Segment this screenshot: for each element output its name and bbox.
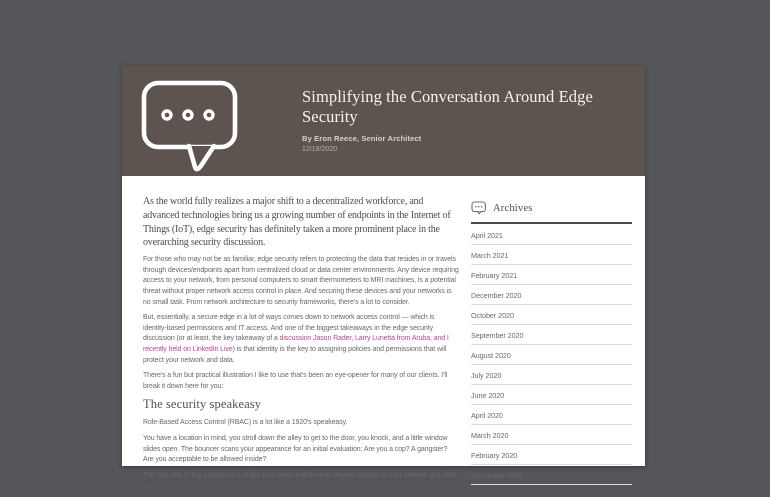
archives-heading: Archives bbox=[493, 202, 533, 214]
archive-link[interactable]: July 2020 bbox=[471, 365, 632, 385]
linkedin-live-discussion-link[interactable]: discussion Jason Rader, Larry Lunetta from Aruba, and I recently held on LinkedIn Live bbox=[143, 335, 449, 353]
article-column bbox=[143, 195, 459, 497]
archive-link[interactable]: April 2021 bbox=[471, 225, 632, 245]
archives-divider bbox=[471, 222, 632, 224]
article-paragraph bbox=[143, 313, 459, 366]
speech-bubble-icon bbox=[471, 201, 487, 215]
post-content bbox=[122, 176, 645, 497]
article-paragraph: You have a location in mind, you stroll down the alley to get to the door, you knock, and a little window slides open. The bouncer scans your appearance for an initial evaluation: Are you a cop? A gangster? Are you acceptable to be allowed inside? bbox=[143, 434, 448, 464]
post-byline: By Eron Reece, Senior Architect bbox=[302, 134, 422, 143]
post-header-banner bbox=[122, 66, 645, 176]
article-paragraph-cutoff: The first step of this process is a lot like how users and devices request access to your network and data ... bbox=[143, 471, 456, 490]
archive-link[interactable]: December 2019 bbox=[471, 465, 632, 485]
paragraph-text: But, essentially, a secure edge in a lot of ways comes down to network access control — which is identity-based permissions and IT access. And one of the biggest takeaways in the edge security discussion (or at least, the key takeaway of a bbox=[143, 314, 435, 343]
archives-sidebar bbox=[471, 201, 632, 497]
paragraph-text: ) is that identity is the key to assigning policies and permissions that will protect your network and data. bbox=[143, 345, 447, 364]
archive-link[interactable]: March 2021 bbox=[471, 245, 632, 265]
article-paragraph: For those who may not be as familiar, edge security refers to protecting the data that resides in or travels through devices/endpoints apart from centralized cloud or data center environments. Any device requiring access to your network, from personal computers to smart thermometers to MRI machines, is a potential threat without proper network access control in place. And securing these devices and your networks is no small task. From network architecture to security frameworks, there's a lot to consider. bbox=[143, 256, 459, 306]
section-heading: The security speakeasy bbox=[143, 397, 262, 412]
article-paragraph: Role-Based Access Control (RBAC) is a lot like a 1920's speakeasy. bbox=[143, 419, 348, 427]
archive-link[interactable]: April 2020 bbox=[471, 405, 632, 425]
archive-link[interactable]: August 2020 bbox=[471, 345, 632, 365]
archive-link[interactable]: October 2020 bbox=[471, 305, 632, 325]
article-paragraph: There's a fun but practical illustration I like to use that's been an eye-opener for many of our clients. I'll break it down here for you: bbox=[143, 372, 448, 390]
archive-link[interactable]: February 2021 bbox=[471, 265, 632, 285]
archives-list bbox=[471, 225, 632, 485]
article-lead-paragraph: As the world fully realizes a major shift to a decentralized workforce, and advanced technologies bring us a growing number of endpoints in the Internet of Things (IoT), edge security has definitely taken a more prominent place in the overarching security discussion. bbox=[143, 196, 451, 249]
post-title: Simplifying the Conversation Around Edge Security bbox=[302, 87, 593, 126]
blog-post-card bbox=[122, 66, 645, 490]
post-date: 12/18/2020 bbox=[302, 146, 338, 153]
archive-link[interactable]: September 2020 bbox=[471, 325, 632, 345]
speech-bubble-icon bbox=[141, 80, 238, 177]
archive-link[interactable]: March 2020 bbox=[471, 425, 632, 445]
archive-link[interactable]: December 2020 bbox=[471, 285, 632, 305]
archives-header bbox=[471, 201, 632, 215]
archive-link[interactable]: June 2020 bbox=[471, 385, 632, 405]
archive-link[interactable]: February 2020 bbox=[471, 445, 632, 465]
